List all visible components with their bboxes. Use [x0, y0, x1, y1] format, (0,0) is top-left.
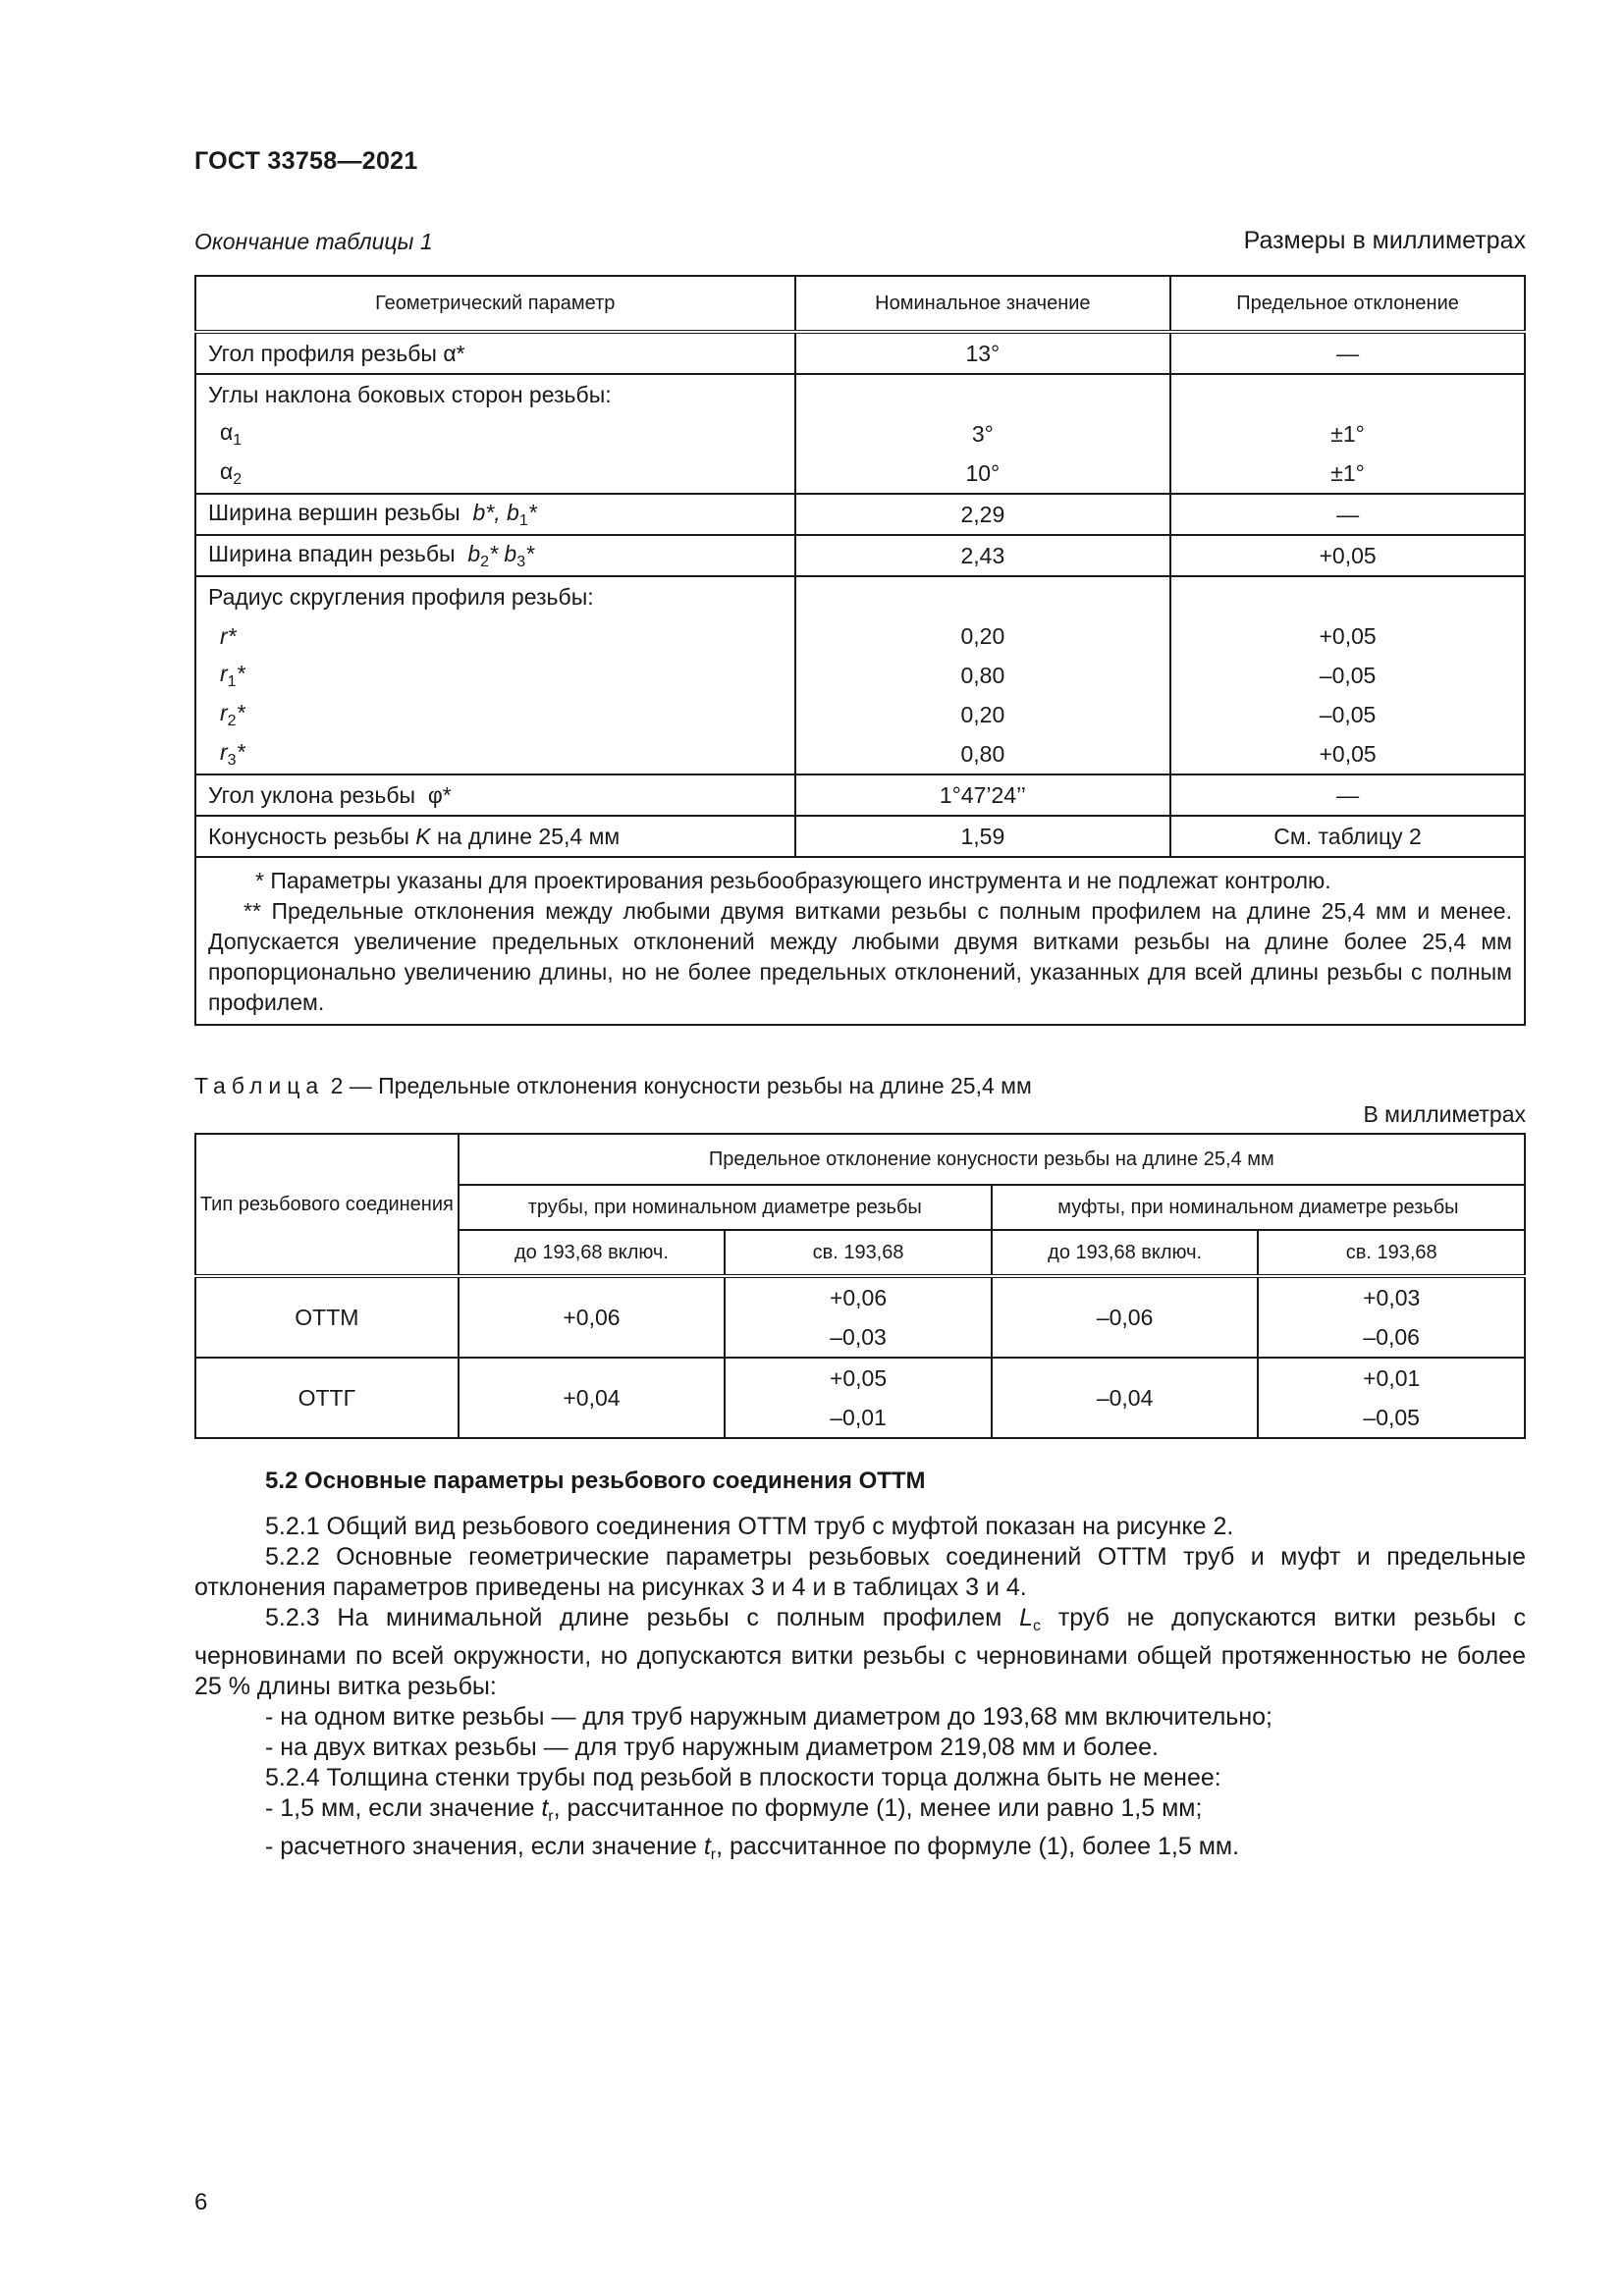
note-1: * Параметры указаны для проектирования резьбообразующего инструмента и не подлежат контролю.	[255, 868, 1331, 893]
row-label: $\alpha_2$	[195, 454, 795, 494]
table1-col-tolerance: Предельное отклонение	[1170, 276, 1525, 332]
table2-units: В миллиметрах	[1363, 1101, 1526, 1127]
list-item: - на одном витке резьбы — для труб наружным диаметром до 193,68 мм включительно;	[265, 1703, 1272, 1731]
row-tolerance: +0,05	[1170, 734, 1525, 774]
row-value: –0,06	[992, 1276, 1259, 1358]
row-nominal: 0,80	[795, 734, 1171, 774]
table1-notes	[195, 857, 1525, 1025]
table-row	[195, 374, 1525, 414]
table1-units: Размеры в миллиметрах	[1243, 227, 1526, 254]
row-label: Ширина впадин резьбы $b_2*$ $b_3*$	[195, 535, 795, 576]
row-value: +0,06	[725, 1276, 992, 1317]
row-nominal: 0,20	[795, 695, 1171, 734]
row-tolerance: См. таблицу 2	[1170, 816, 1525, 857]
row-nominal: 3°	[795, 414, 1171, 454]
row-tolerance: —	[1170, 494, 1525, 535]
row-value: –0,01	[725, 1398, 992, 1438]
row-nominal: 1°47’24’’	[795, 774, 1171, 816]
table-row	[195, 774, 1525, 816]
row-type: ОТТМ	[195, 1276, 459, 1358]
table-row	[195, 414, 1525, 454]
row-tolerance: ±1°	[1170, 414, 1525, 454]
table-row	[195, 494, 1525, 535]
table-row	[195, 1358, 1525, 1398]
table2-caption: Таблица 2 — Предельные отклонения конусности резьбы на длине 25,4 мм	[194, 1073, 1032, 1098]
row-value: +0,03	[1258, 1276, 1525, 1317]
row-value: +0,06	[459, 1276, 726, 1358]
table-row	[195, 454, 1525, 494]
row-value: –0,06	[1258, 1317, 1525, 1358]
table-row	[195, 576, 1525, 616]
table1-col-param: Геометрический параметр	[195, 276, 795, 332]
list-item: - 1,5 мм, если значение $t_r$, рассчитанное по формуле (1), менее или равно 1,5 мм;	[265, 1794, 1203, 1825]
row-label: Угол профиля резьбы α*	[195, 332, 795, 374]
row-label: r*	[195, 616, 795, 656]
row-label: $r_2*$	[195, 695, 795, 734]
row-value: +0,01	[1258, 1358, 1525, 1398]
row-tolerance: +0,05	[1170, 616, 1525, 656]
section-title: 5.2 Основные параметры резьбового соединения ОТТМ	[265, 1468, 926, 1494]
row-type: ОТТГ	[195, 1358, 459, 1438]
table1	[194, 275, 1526, 1026]
row-nominal: 0,20	[795, 616, 1171, 656]
table2	[194, 1133, 1526, 1439]
row-tolerance: –0,05	[1170, 656, 1525, 695]
table-row	[195, 656, 1525, 695]
list-item: - на двух витках резьбы — для труб наружным диаметром 219,08 мм и более.	[265, 1734, 1159, 1761]
row-label: Радиус скругления профиля резьбы:	[195, 576, 795, 616]
page-number: 6	[194, 2189, 208, 2216]
row-nominal: 0,80	[795, 656, 1171, 695]
table2-col-group: Предельное отклонение конусности резьбы на длине 25,4 мм	[459, 1134, 1525, 1185]
table1-header-row	[195, 276, 1525, 332]
row-nominal: 2,43	[795, 535, 1171, 576]
row-nominal: 2,29	[795, 494, 1171, 535]
row-label: $r_1*$	[195, 656, 795, 695]
paragraph-5-2-2: 5.2.2 Основные геометрические параметры резьбовых соединений ОТТМ труб и муфт и предельные отклонения параметров приведены на рисунках 3 и 4 и в таблицах 3 и 4.	[194, 1543, 1526, 1601]
document-title: ГОСТ 33758—2021	[194, 147, 418, 175]
row-tolerance: –0,05	[1170, 695, 1525, 734]
row-label: Угол уклона резьбы φ*	[195, 774, 795, 816]
table-row	[195, 535, 1525, 576]
row-label: Углы наклона боковых сторон резьбы:	[195, 374, 795, 414]
row-tolerance: —	[1170, 332, 1525, 374]
row-tolerance: +0,05	[1170, 535, 1525, 576]
table-row	[195, 816, 1525, 857]
table1-notes-row	[195, 857, 1525, 1025]
row-value: –0,04	[992, 1358, 1259, 1438]
table2-col-type: Тип резьбового соединения	[195, 1134, 459, 1276]
table-row	[195, 695, 1525, 734]
note-2: ** Предельные отклонения между любыми двумя витками резьбы с полным профилем на длине 25,4 мм и менее. Допускается увеличение предельных отклонений между любыми двумя витками резьбы на длине более 25,4 мм пропорционально увеличению длины, но не более предельных отклонений, указанных для всей длины резьбы с полным профилем.	[208, 898, 1512, 1015]
row-tolerance: —	[1170, 774, 1525, 816]
section-body	[194, 1512, 1526, 1870]
table-row	[195, 616, 1525, 656]
row-tolerance: ±1°	[1170, 454, 1525, 494]
row-label: Ширина вершин резьбы b*, $b_1*$	[195, 494, 795, 535]
paragraph-5-2-1: 5.2.1 Общий вид резьбового соединения ОТТМ труб с муфтой показан на рисунке 2.	[265, 1513, 1234, 1540]
table1-caption: Окончание таблицы 1	[194, 229, 433, 254]
row-value: +0,04	[459, 1358, 726, 1438]
table1-col-nominal: Номинальное значение	[795, 276, 1171, 332]
table2-col-coupling: муфты, при номинальном диаметре резьбы	[992, 1185, 1525, 1230]
paragraph-5-2-4: 5.2.4 Толщина стенки трубы под резьбой в плоскости торца должна быть не менее:	[265, 1764, 1221, 1791]
row-nominal: 10°	[795, 454, 1171, 494]
table-row	[195, 332, 1525, 374]
paragraph-5-2-3: 5.2.3 На минимальной длине резьбы с полным профилем $L_c$ труб не допускаются витки резьбы с черновинами по всей окружности, но допускаются витки резьбы с черновинами общей протяженностью не более 25 % длины витка резьбы:	[194, 1604, 1526, 1700]
table2-col-pipe: трубы, при номинальном диаметре резьбы	[459, 1185, 992, 1230]
table2-subcol: до 193,68 включ.	[459, 1230, 726, 1276]
row-nominal: 1,59	[795, 816, 1171, 857]
table2-subcol: до 193,68 включ.	[992, 1230, 1259, 1276]
row-value: –0,03	[725, 1317, 992, 1358]
row-nominal: 13°	[795, 332, 1171, 374]
table-row	[195, 1276, 1525, 1317]
table2-subcol: св. 193,68	[1258, 1230, 1525, 1276]
row-label: $r_3*$	[195, 734, 795, 774]
table2-header-row	[195, 1134, 1525, 1185]
row-label: Конусность резьбы K на длине 25,4 мм	[195, 816, 795, 857]
table-row	[195, 734, 1525, 774]
list-item: - расчетного значения, если значение $t_r$, рассчитанное по формуле (1), более 1,5 мм.	[265, 1833, 1240, 1863]
table2-subcol: св. 193,68	[725, 1230, 992, 1276]
row-value: –0,05	[1258, 1398, 1525, 1438]
row-label: $\alpha_1$	[195, 414, 795, 454]
row-value: +0,05	[725, 1358, 992, 1398]
